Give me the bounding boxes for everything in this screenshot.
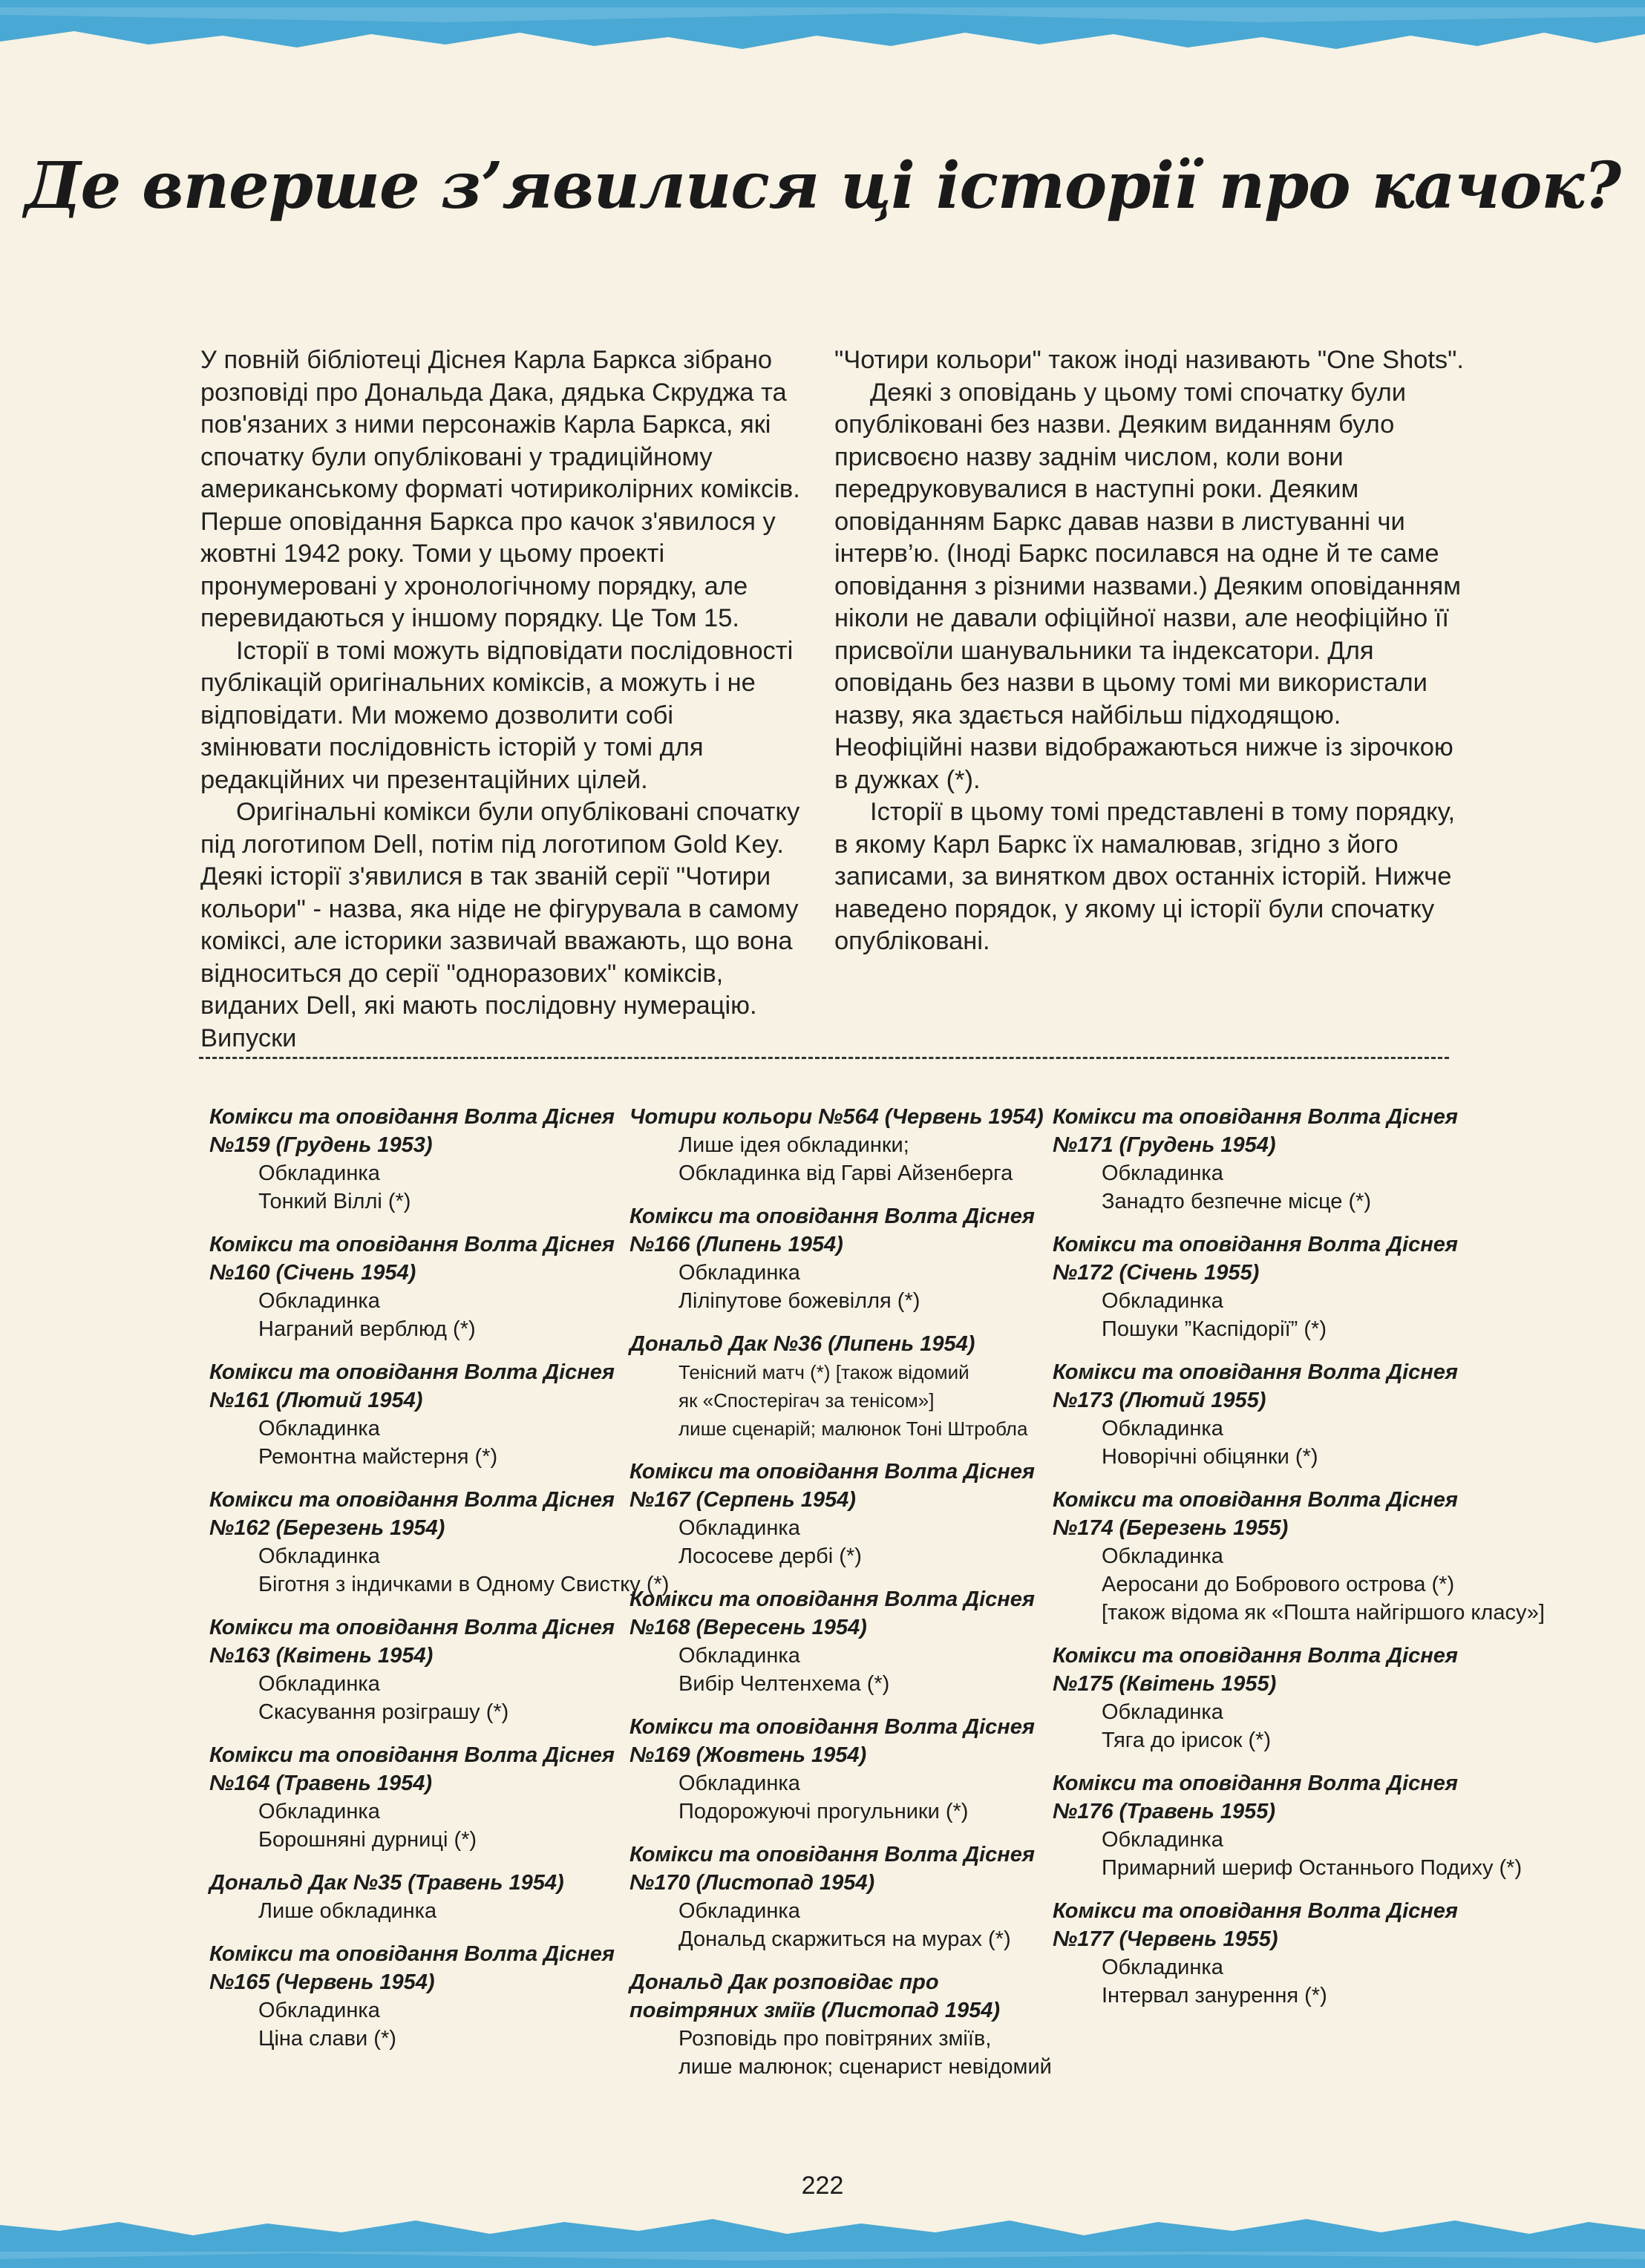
publication-title: Комікси та оповідання Волта Діснея №159 (Грудень 1953) — [209, 1105, 615, 1157]
publication-title: Комікси та оповідання Волта Діснея №172 (Січень 1955) — [1053, 1233, 1458, 1285]
top-paint-band — [0, 0, 1645, 58]
publication-item: Обкладинка — [1102, 1544, 1223, 1568]
publication-item: лише малюнок; сценарист невідомий — [678, 2055, 1052, 2079]
page-title: Де вперше з’явилися ці історії про качок? — [24, 148, 1621, 223]
publication-item: Біготня з індичками в Одному Свистку (*) — [258, 1573, 670, 1596]
publication-item: Обкладинка — [1102, 1417, 1223, 1441]
publication-item: Обкладинка — [1102, 1956, 1223, 1979]
publication-list-column-2 — [629, 1103, 1060, 2096]
publication-entry — [1053, 1897, 1639, 2010]
publication-list-column-1 — [209, 1103, 670, 2068]
publication-entry — [629, 1458, 1060, 1570]
publication-entry — [1053, 1103, 1639, 1216]
publication-item: Обкладинка — [1102, 1700, 1223, 1724]
publication-title: Комікси та оповідання Волта Діснея №175 (Квітень 1955) — [1053, 1644, 1458, 1696]
publication-title: Комікси та оповідання Волта Діснея №176 (Травень 1955) — [1053, 1772, 1458, 1823]
publication-item: Обкладинка — [678, 1644, 800, 1668]
dashed-divider — [199, 1057, 1449, 1059]
publication-title: Комікси та оповідання Волта Діснея №174 (Березень 1955) — [1053, 1488, 1458, 1540]
publication-entry — [1053, 1642, 1639, 1754]
publication-title: Комікси та оповідання Волта Діснея №160 (Січень 1954) — [209, 1233, 615, 1285]
publication-item: Лососеве дербі (*) — [678, 1544, 862, 1568]
publication-item: Обкладинка — [1102, 1828, 1223, 1852]
publication-item: Пошуки ”Каспідорії” (*) — [1102, 1317, 1327, 1341]
publication-title: Комікси та оповідання Волта Діснея №165 (Червень 1954) — [209, 1942, 615, 1994]
publication-entry — [629, 1330, 1060, 1443]
publication-item: Обкладинка — [258, 1161, 380, 1185]
intro-paragraph: Історії в томі можуть відповідати послідовності публікацій оригінальних коміксів, а можуть і не відповідати. Ми можемо дозволити собі змінювати послідовність історій у томі для редакційних чи презентаційних цілей. — [200, 636, 794, 794]
publication-item: Награний верблюд (*) — [258, 1317, 476, 1341]
publication-entry — [209, 1230, 625, 1343]
publication-title: Комікси та оповідання Волта Діснея №166 (Липень 1954) — [629, 1205, 1035, 1256]
publication-item: Інтервал занурення (*) — [1102, 1984, 1327, 2008]
publication-item: Примарний шериф Останнього Подиху (*) — [1102, 1856, 1523, 1880]
publication-item: Новорічні обіцянки (*) — [1102, 1445, 1318, 1469]
publication-item: Обкладинка — [678, 1899, 800, 1923]
publication-item: Подорожуючі прогульники (*) — [678, 1800, 969, 1823]
publication-item: Обкладинка — [678, 1516, 800, 1540]
publication-title: Комікси та оповідання Волта Діснея №167 (Серпень 1954) — [629, 1460, 1035, 1512]
publication-entry — [209, 1103, 625, 1216]
publication-item: Ціна слави (*) — [258, 2027, 396, 2051]
publication-item: Розповідь про повітряних зміїв, — [678, 2027, 992, 2051]
publication-entry — [209, 1869, 625, 1925]
publication-title: Комікси та оповідання Волта Діснея №163 (Квітень 1954) — [209, 1616, 615, 1668]
publication-title: Комікси та оповідання Волта Діснея №173 (Лютий 1955) — [1053, 1360, 1458, 1412]
publication-entry — [629, 1585, 1060, 1698]
publication-title: Комікси та оповідання Волта Діснея №161 (Лютий 1954) — [209, 1360, 615, 1412]
publication-item: Обкладинка — [1102, 1289, 1223, 1313]
page-number: 222 — [801, 2172, 844, 2200]
publication-title: Комікси та оповідання Волта Діснея №164 (Травень 1954) — [209, 1743, 615, 1795]
publication-item: Обкладинка — [258, 1289, 380, 1313]
publication-entry — [629, 1713, 1060, 1826]
publication-title: Дональд Дак розповідає про повітряних зміїв (Листопад 1954) — [629, 1970, 1001, 2022]
publication-title: Комікси та оповідання Волта Діснея №162 (Березень 1954) — [209, 1488, 615, 1540]
publication-item: Занадто безпечне місце (*) — [1102, 1190, 1372, 1213]
publication-entry — [1053, 1486, 1639, 1627]
intro-paragraph: У повній бібліотеці Діснея Карла Баркса зібрано розповіді про Дональда Дака, дядька Скруджа та пов'язаних з ними персонажів Карла Баркса, які спочатку були опубліковані у традиційному американському форматі чотириколірних коміксів. Перше оповідання Баркса про качок з'явилося у жовтні 1942 року. Томи у цьому проекті пронумеровані у хронологічному порядку, але перевидаються у іншому порядку. Це Том 15. — [200, 346, 800, 632]
publication-item: Обкладинка — [258, 1800, 380, 1823]
publication-item: Ремонтна майстерня (*) — [258, 1445, 498, 1469]
intro-paragraph: Історії в цьому томі представлені в тому порядку, в якому Карл Баркс їх намалював, згідно з його записами, за винятком двох останніх історій. Нижче наведено порядок, у якому ці історії були спочатку опубліковані. — [834, 798, 1456, 955]
publication-title: Комікси та оповідання Волта Діснея №169 (Жовтень 1954) — [629, 1715, 1035, 1767]
publication-entry — [209, 1486, 670, 1599]
publication-item: Обкладинка — [678, 1772, 800, 1795]
publication-item: Тонкий Віллі (*) — [258, 1190, 411, 1213]
publication-list-column-3 — [1053, 1103, 1639, 2025]
publication-entry — [1053, 1769, 1639, 1882]
publication-item: Обкладинка — [678, 1261, 800, 1285]
publication-item: як «Спостерігач за тенісом»] — [678, 1389, 935, 1412]
publication-title: Дональд Дак №36 (Липень 1954) — [629, 1332, 975, 1356]
publication-title: Чотири кольори №564 (Червень 1954) — [629, 1105, 1044, 1129]
publication-entry — [209, 1613, 625, 1726]
publication-item: Лише ідея обкладинки; — [678, 1133, 909, 1157]
publication-item: Обкладинка — [258, 1417, 380, 1441]
publication-title: Комікси та оповідання Волта Діснея №171 (Грудень 1954) — [1053, 1105, 1458, 1157]
bottom-paint-band — [0, 2207, 1645, 2268]
publication-item: лише сценарій; малюнок Тоні Штробла — [678, 1418, 1028, 1440]
publication-item: Обкладинка — [258, 1544, 380, 1568]
publication-item: Вибір Челтенхема (*) — [678, 1672, 890, 1696]
intro-paragraph: Оригінальні комікси були опубліковані спочатку під логотипом Dell, потім під логотипом Gold Key. Деякі історії з'явилися в так званій серії "Чотири кольори" - назва, яка ніде не фігурувала в самому коміксі, але історики зазвичай вважають, що вона відноситься до серії "одноразових" коміксів, виданих Dell, які мають послідовну нумерацію. Випуски — [200, 798, 800, 1052]
publication-entry — [629, 1103, 1060, 1187]
publication-title: Комікси та оповідання Волта Діснея №170 (Листопад 1954) — [629, 1843, 1035, 1895]
publication-entry — [209, 1940, 625, 2053]
publication-entry — [209, 1741, 625, 1854]
publication-item: Лише обкладинка — [258, 1899, 437, 1923]
publication-entry — [629, 1968, 1060, 2081]
intro-paragraph: Деякі з оповідань у цьому томі спочатку були опубліковані без назви. Деяким виданням було присвоєно назву заднім числом, коли вони передруковувалися в наступні роки. Деяким оповіданням Баркс давав назви в листуванні чи інтерв’ю. (Іноді Баркс посилався на одне й те саме оповідання з різними назвами.) Деяким оповіданням ніколи не давали офіційної назви, але неофіційно її присвоїли шанувальники та індексатори. Для оповідань без назви в цьому томі ми використали назву, яка здається найбільш підходящою. Неофіційні назви відображаються нижче із зірочкою в дужках (*). — [834, 378, 1461, 794]
publication-item: Обкладинка — [258, 1999, 380, 2022]
publication-item: Обкладинка — [258, 1672, 380, 1696]
publication-entry — [629, 1841, 1060, 1953]
publication-item: Борошняні дурниці (*) — [258, 1828, 477, 1852]
publication-entry — [209, 1358, 625, 1471]
publication-item: [також відома як «Пошта найгіршого класу»] — [1102, 1601, 1545, 1625]
publication-item: Скасування розіграшу (*) — [258, 1700, 509, 1724]
publication-title: Комікси та оповідання Волта Діснея №177 (Червень 1955) — [1053, 1899, 1458, 1951]
publication-item: Обкладинка — [1102, 1161, 1223, 1185]
publication-item: Ліліпутове божевілля (*) — [678, 1289, 920, 1313]
publication-item: Обкладинка від Гарві Айзенберга — [678, 1161, 1013, 1185]
publication-title: Комікси та оповідання Волта Діснея №168 (Вересень 1954) — [629, 1587, 1035, 1639]
intro-paragraph: "Чотири кольори" також іноді називають "One Shots". — [834, 346, 1464, 374]
publication-item: Дональд скаржиться на мурах (*) — [678, 1927, 1011, 1951]
publication-item: Тенісний матч (*) [також відомий — [678, 1361, 969, 1383]
publication-entry — [629, 1202, 1060, 1315]
publication-title: Дональд Дак №35 (Травень 1954) — [209, 1871, 564, 1895]
publication-entry — [1053, 1230, 1639, 1343]
intro-left-column — [200, 344, 802, 1055]
publication-entry — [1053, 1358, 1639, 1471]
publication-item: Тяга до ірисок (*) — [1102, 1728, 1272, 1752]
intro-right-column — [834, 344, 1473, 958]
publication-item: Аеросани до Бобрового острова (*) — [1102, 1573, 1455, 1596]
